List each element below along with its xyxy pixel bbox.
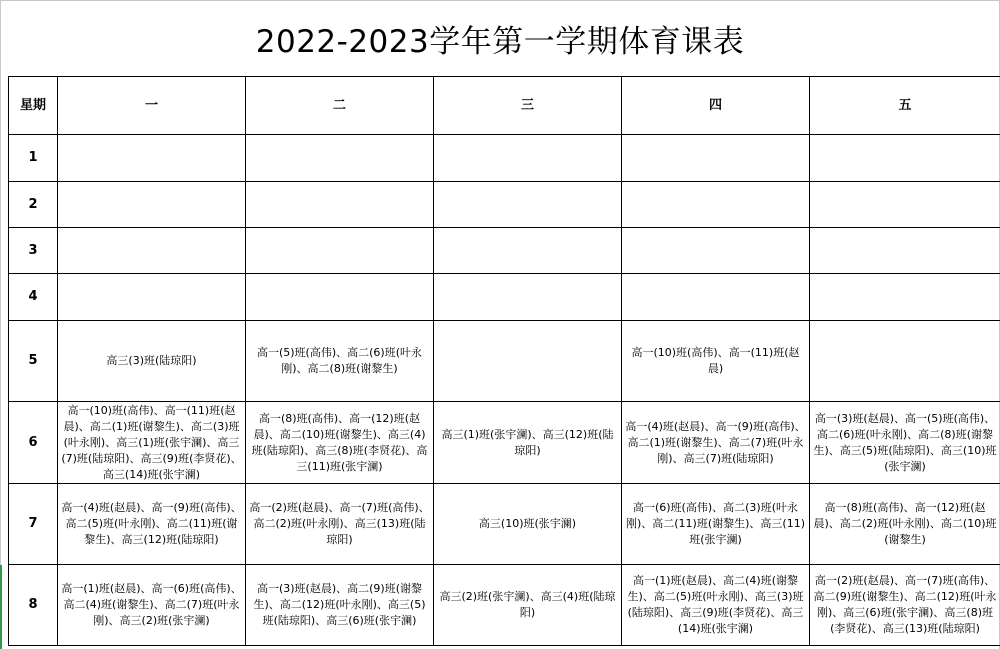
- header-cell-wednesday[interactable]: 三: [434, 77, 622, 135]
- period-cell[interactable]: 8: [9, 565, 58, 646]
- table-row: [9, 135, 1000, 182]
- table-cell[interactable]: 高一(1)班(赵晨)、高一(6)班(高伟)、高二(4)班(谢黎生)、高二(7)班(叶永刚)、高三(2)班(张宇澜): [58, 565, 246, 646]
- table-row: [9, 402, 1000, 484]
- table-cell[interactable]: 高一(1)班(赵晨)、高二(4)班(谢黎生)、高二(5)班(叶永刚)、高三(3)班(陆琼阳)、高三(9)班(李贤花)、高三(14)班(张宇澜): [622, 565, 810, 646]
- table-cell[interactable]: [810, 274, 1000, 321]
- table-row: [9, 484, 1000, 565]
- table-cell[interactable]: [434, 321, 622, 402]
- table-cell[interactable]: [810, 135, 1000, 182]
- table-cell[interactable]: [622, 135, 810, 182]
- table-cell[interactable]: 高一(10)班(高伟)、高一(11)班(赵晨)、高二(1)班(谢黎生)、高二(3)班(叶永刚)、高三(1)班(张宇澜)、高三(7)班(陆琼阳)、高三(9)班(李贤花)、高三(14)班(张宇澜): [58, 402, 246, 484]
- table-cell[interactable]: [58, 274, 246, 321]
- header-cell-tuesday[interactable]: 二: [246, 77, 434, 135]
- table-cell[interactable]: 高一(6)班(高伟)、高二(3)班(叶永刚)、高二(11)班(谢黎生)、高三(11)班(张宇澜): [622, 484, 810, 565]
- table-cell[interactable]: 高一(2)班(赵晨)、高一(7)班(高伟)、高二(9)班(谢黎生)、高二(12)班(叶永刚)、高三(6)班(张宇澜)、高三(8)班(李贤花)、高三(13)班(陆琼阳): [810, 565, 1000, 646]
- table-cell[interactable]: [434, 182, 622, 228]
- table-cell[interactable]: [58, 135, 246, 182]
- table-row: [9, 228, 1000, 274]
- period-cell[interactable]: 7: [9, 484, 58, 565]
- header-cell-weekday-corner[interactable]: 星期: [9, 77, 58, 135]
- table-cell[interactable]: [434, 228, 622, 274]
- table-cell[interactable]: 高三(10)班(张宇澜): [434, 484, 622, 565]
- table-cell[interactable]: [622, 182, 810, 228]
- period-cell[interactable]: 6: [9, 402, 58, 484]
- table-cell[interactable]: [434, 135, 622, 182]
- table-cell[interactable]: [58, 182, 246, 228]
- table-cell[interactable]: [810, 228, 1000, 274]
- table-cell[interactable]: 高一(8)班(高伟)、高一(12)班(赵晨)、高二(2)班(叶永刚)、高二(10)班(谢黎生): [810, 484, 1000, 565]
- table-row: [9, 565, 1000, 646]
- table-cell[interactable]: [810, 182, 1000, 228]
- period-cell[interactable]: 5: [9, 321, 58, 402]
- table-cell[interactable]: 高一(8)班(高伟)、高一(12)班(赵晨)、高二(10)班(谢黎生)、高三(4)班(陆琼阳)、高三(8)班(李贤花)、高三(11)班(张宇澜): [246, 402, 434, 484]
- table-cell[interactable]: [246, 274, 434, 321]
- table-cell[interactable]: 高一(10)班(高伟)、高一(11)班(赵晨): [622, 321, 810, 402]
- table-row: [9, 274, 1000, 321]
- table-cell[interactable]: 高一(5)班(高伟)、高二(6)班(叶永刚)、高二(8)班(谢黎生): [246, 321, 434, 402]
- table-cell[interactable]: 高一(3)班(赵晨)、高二(9)班(谢黎生)、高二(12)班(叶永刚)、高三(5)班(陆琼阳)、高三(6)班(张宇澜): [246, 565, 434, 646]
- table-cell[interactable]: [246, 228, 434, 274]
- table-cell[interactable]: 高一(4)班(赵晨)、高一(9)班(高伟)、高二(5)班(叶永刚)、高二(11)班(谢黎生)、高三(12)班(陆琼阳): [58, 484, 246, 565]
- table-cell[interactable]: [246, 182, 434, 228]
- schedule-title[interactable]: 2022-2023学年第一学期体育课表: [0, 0, 1000, 76]
- table-cell[interactable]: [810, 321, 1000, 402]
- period-cell[interactable]: 4: [9, 274, 58, 321]
- selection-marker: [0, 565, 2, 649]
- period-cell[interactable]: 1: [9, 135, 58, 182]
- table-cell[interactable]: 高三(3)班(陆琼阳): [58, 321, 246, 402]
- table-cell[interactable]: [434, 274, 622, 321]
- table-cell[interactable]: 高一(3)班(赵晨)、高一(5)班(高伟)、高二(6)班(叶永刚)、高二(8)班(谢黎生)、高三(5)班(陆琼阳)、高三(10)班(张宇澜): [810, 402, 1000, 484]
- table-row: [9, 182, 1000, 228]
- table-cell[interactable]: 高一(4)班(赵晨)、高一(9)班(高伟)、高二(1)班(谢黎生)、高二(7)班(叶永刚)、高三(7)班(陆琼阳): [622, 402, 810, 484]
- table-cell[interactable]: [622, 228, 810, 274]
- header-cell-thursday[interactable]: 四: [622, 77, 810, 135]
- table-cell[interactable]: [622, 274, 810, 321]
- table-cell[interactable]: 高三(1)班(张宇澜)、高三(12)班(陆琼阳): [434, 402, 622, 484]
- table-cell[interactable]: [246, 135, 434, 182]
- header-cell-monday[interactable]: 一: [58, 77, 246, 135]
- period-cell[interactable]: 2: [9, 182, 58, 228]
- table-cell[interactable]: [58, 228, 246, 274]
- pe-schedule-table: [8, 76, 1000, 646]
- table-cell[interactable]: 高三(2)班(张宇澜)、高三(4)班(陆琼阳): [434, 565, 622, 646]
- table-cell[interactable]: 高一(2)班(赵晨)、高一(7)班(高伟)、高二(2)班(叶永刚)、高三(13)班(陆琼阳): [246, 484, 434, 565]
- header-row: [9, 77, 1000, 135]
- table-row: [9, 321, 1000, 402]
- sheet-left-gridline: [0, 0, 1, 649]
- header-cell-friday[interactable]: 五: [810, 77, 1000, 135]
- period-cell[interactable]: 3: [9, 228, 58, 274]
